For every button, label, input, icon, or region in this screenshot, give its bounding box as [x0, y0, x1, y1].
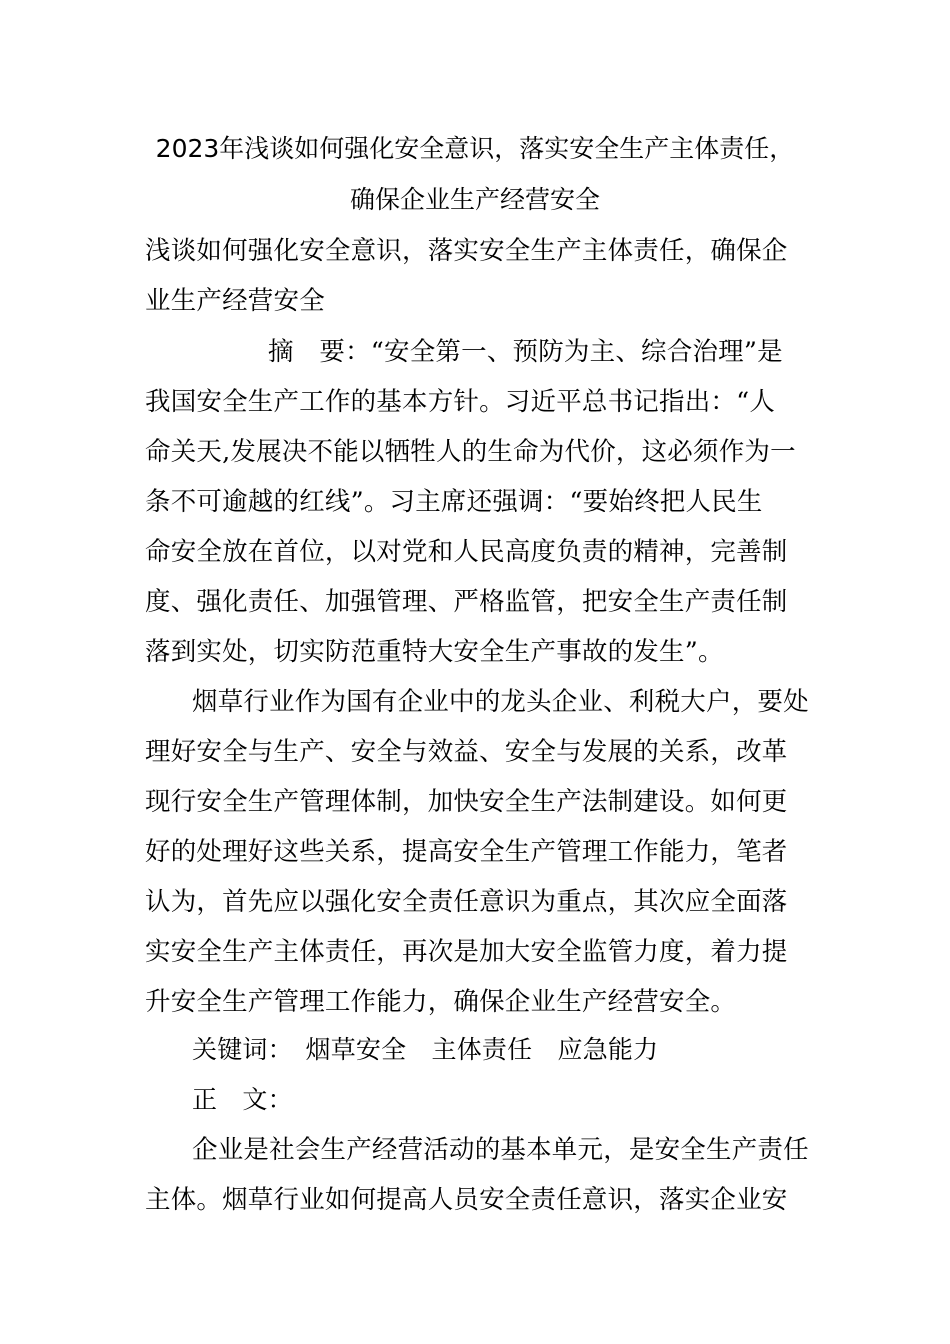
document-title-line-1: 2023年浅谈如何强化安全意识，落实安全生产主体责任， [155, 134, 795, 163]
abstract-line-7: 落到实处，切实防范重特大安全生产事故的发生”。 [145, 637, 724, 667]
paragraph-2-line-2: 理好安全与生产、安全与效益、安全与发展的关系，改革 [145, 737, 788, 767]
paragraph-2-line-5: 认为，首先应以强化安全责任意识为重点，其次应全面落 [145, 887, 788, 917]
abstract-line-6: 度、强化责任、加强管理、严格监管，把安全生产责任制 [145, 587, 788, 617]
abstract-line-2: 我国安全生产工作的基本方针。习近平总书记指出：“人 [145, 387, 776, 417]
paragraph-2-line-1: 烟草行业作为国有企业中的龙头企业、利税大户，要处 [192, 687, 809, 717]
body-heading: 正 文： [192, 1085, 293, 1114]
paragraph-2-line-3: 现行安全生产管理体制，加快安全生产法制建设。如何更 [145, 787, 788, 817]
paragraph-2-line-6: 实安全生产主体责任，再次是加大安全监管力度，着力提 [145, 937, 788, 967]
subtitle-line-2: 业生产经营安全 [145, 286, 325, 316]
abstract-line-5: 命安全放在首位，以对党和人民高度负责的精神，完善制 [145, 537, 788, 567]
abstract-line-1: 摘 要：“安全第一、预防为主、综合治理”是 [268, 337, 783, 367]
abstract-line-3: 命关天,发展决不能以牺牲人的生命为代价，这必须作为一 [145, 437, 796, 467]
subtitle-line-1: 浅谈如何强化安全意识，落实安全生产主体责任，确保企 [145, 236, 788, 266]
body-line-2: 主体。烟草行业如何提高人员安全责任意识，落实企业安 [145, 1185, 788, 1215]
document-title-line-2: 确保企业生产经营安全 [349, 185, 600, 214]
body-line-1: 企业是社会生产经营活动的基本单元，是安全生产责任 [192, 1135, 809, 1165]
paragraph-2-line-4: 好的处理好这些关系，提高安全生产管理工作能力，笔者 [145, 837, 788, 867]
keywords-line: 关键词： 烟草安全 主体责任 应急能力 [192, 1035, 659, 1064]
paragraph-2-line-7: 升安全生产管理工作能力，确保企业生产经营安全。 [145, 987, 737, 1017]
abstract-line-4: 条不可逾越的红线”。习主席还强调：“要始终把人民生 [145, 487, 763, 517]
